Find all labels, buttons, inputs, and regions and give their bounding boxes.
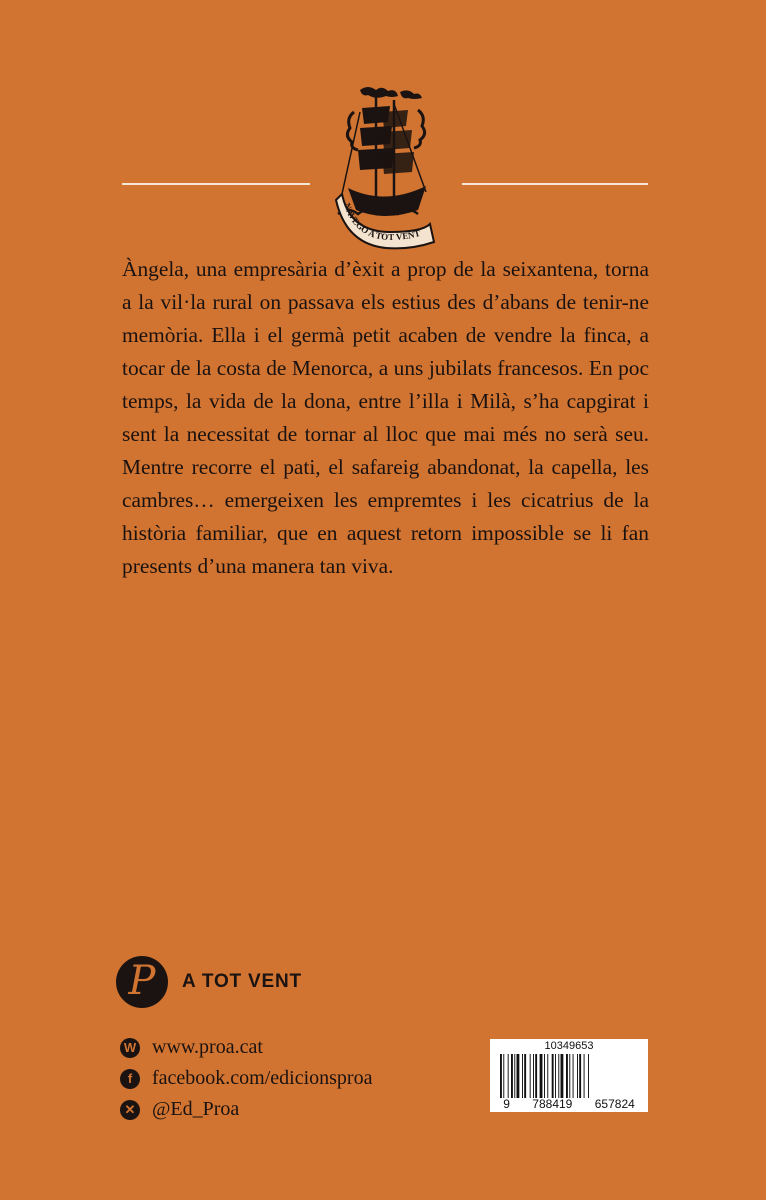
sailing-ship-emblem-icon: [330, 82, 440, 250]
barcode-digit-group: 9: [503, 1097, 510, 1111]
isbn-barcode: [490, 1039, 648, 1112]
barcode-bar: [544, 1054, 545, 1098]
divider-left: [122, 183, 310, 185]
barcode-bar: [552, 1054, 554, 1098]
contact-web-text[interactable]: www.proa.cat: [152, 1036, 263, 1058]
contact-facebook[interactable]: [120, 1063, 372, 1094]
barcode-bar: [555, 1054, 556, 1098]
barcode-bars: [500, 1054, 640, 1098]
contact-facebook-text[interactable]: facebook.com/edicionsproa: [152, 1067, 373, 1089]
web-icon: W: [120, 1038, 140, 1058]
barcode-bar: [569, 1054, 570, 1098]
contact-web[interactable]: [120, 1032, 372, 1063]
logo-letter: P: [128, 958, 156, 1004]
barcode-bar: [579, 1054, 581, 1098]
barcode-bar: [503, 1054, 504, 1098]
divider-right: [462, 183, 648, 185]
barcode-bar: [561, 1054, 564, 1098]
contact-x[interactable]: [120, 1094, 372, 1125]
contact-x-text[interactable]: @Ed_Proa: [152, 1098, 240, 1120]
facebook-icon: f: [120, 1069, 140, 1089]
barcode-digit-group: 657824: [594, 1097, 635, 1111]
barcode-bar: [508, 1054, 509, 1098]
barcode-bar: [522, 1054, 523, 1098]
barcode-bar: [540, 1054, 543, 1098]
publisher-logo-icon: [116, 956, 168, 1008]
barcode-bar: [524, 1054, 526, 1098]
barcode-bar: [530, 1054, 531, 1098]
barcode-bar: [511, 1054, 513, 1098]
barcode-bar: [500, 1054, 502, 1098]
x-icon: ✕: [120, 1100, 140, 1120]
collection-mark: [116, 956, 302, 1008]
barcode-bar: [547, 1054, 548, 1098]
barcode-bar: [558, 1054, 559, 1098]
book-blurb: Àngela, una empresària d’èxit a prop de la seixantena, torna a la vil·la rural on passava els estius des d’abans de tenir-ne memòria. Ella i el germà petit acaben de vendre la finca, a tocar de la costa de Menorca, a uns jubilats francesos. En poc temps, la vida de la dona, entre l’illa i Milà, s’ha capgirat i sent la necessitat de tornar al lloc que mai més no serà seu. Mentre recorre el pati, el safareig abandonat, la capella, les cambres… emergeixen les empremtes i les cicatrius de la història familiar, que en aquest retorn impossible se li fan presents d’una manera tan viva.: [122, 257, 649, 578]
barcode-digits: [490, 1097, 648, 1111]
barcode-bar: [533, 1054, 534, 1098]
barcode-bar: [577, 1054, 578, 1098]
barcode-bar: [517, 1054, 520, 1098]
barcode-bar: [573, 1054, 574, 1098]
barcode-digit-group: 788419: [532, 1097, 573, 1111]
barcode-bar: [584, 1054, 585, 1098]
emblem-motto: NAVEGO A TOT VENT: [342, 201, 422, 243]
barcode-bar: [535, 1054, 537, 1098]
barcode-bar: [588, 1054, 589, 1098]
collection-name: A TOT VENT: [182, 971, 302, 992]
barcode-bar: [566, 1054, 568, 1098]
contact-list: [120, 1032, 372, 1125]
barcode-bar: [514, 1054, 515, 1098]
barcode-code: 10349653: [544, 1040, 594, 1052]
